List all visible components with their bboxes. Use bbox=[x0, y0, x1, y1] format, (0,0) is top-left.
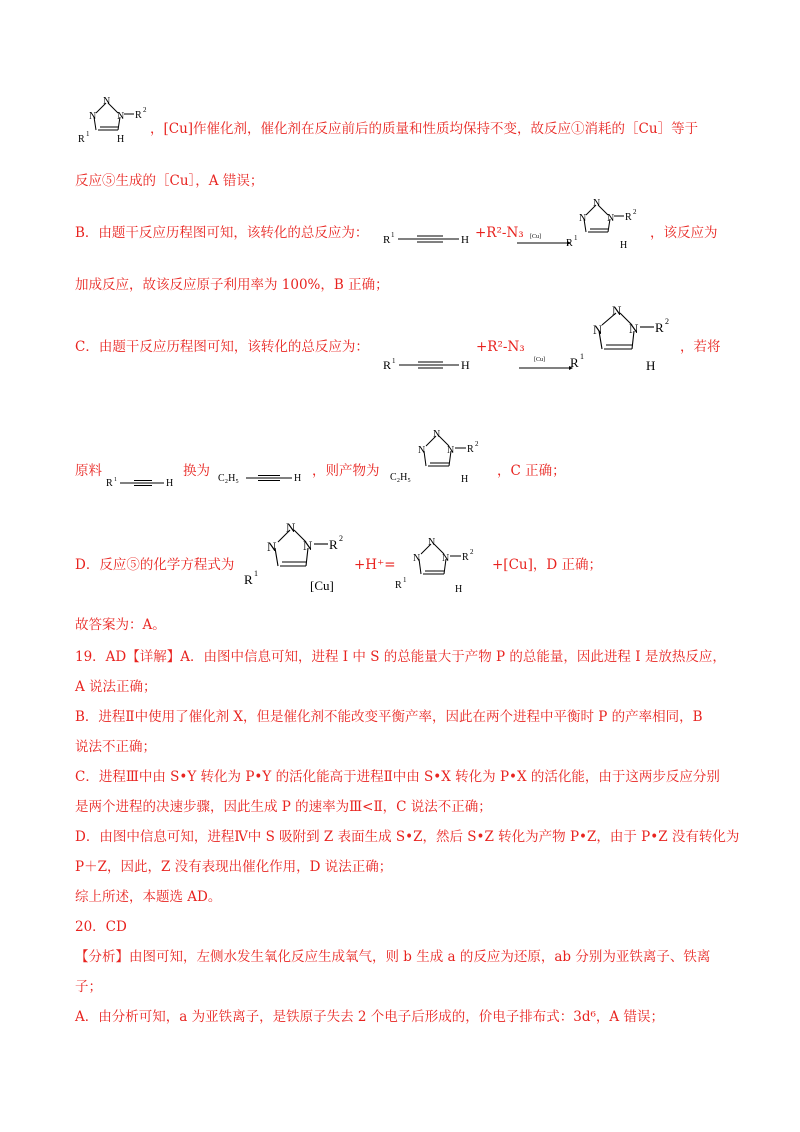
catalyst-label-b: [Cu] bbox=[530, 234, 541, 240]
cu-label: [Cu] bbox=[310, 578, 334, 593]
part-c-reagent: +R²-N₃ bbox=[476, 339, 525, 355]
q19-line1: 19．AD【详解】A．由图中信息可知，进程 I 中 S 的总能量大于产物 P 的总能量，因此进程 I 是放热反应， bbox=[75, 649, 726, 665]
triazole-product-structure-d bbox=[393, 536, 483, 603]
svg-text:N: N bbox=[442, 553, 450, 564]
svg-text:1: 1 bbox=[580, 352, 584, 361]
svg-text:R: R bbox=[78, 134, 85, 145]
svg-text:1: 1 bbox=[392, 357, 396, 365]
svg-text:N: N bbox=[607, 213, 615, 224]
reaction-arrow-c bbox=[517, 355, 573, 377]
cu-triazole-structure bbox=[240, 520, 352, 603]
svg-text:H: H bbox=[117, 134, 125, 145]
svg-text:2: 2 bbox=[339, 534, 343, 543]
svg-text:H: H bbox=[455, 584, 463, 595]
svg-text:N: N bbox=[593, 322, 603, 337]
svg-text:N: N bbox=[447, 445, 455, 456]
q19-line6: 是两个进程的决速步骤，因此生成 P 的速率为Ⅲ<Ⅱ，C 说法不正确； bbox=[75, 799, 492, 815]
svg-text:N: N bbox=[418, 445, 426, 456]
q20-line1: 20．CD bbox=[75, 919, 127, 935]
part-c-replace-label: 换为 bbox=[183, 463, 210, 479]
svg-text:2: 2 bbox=[665, 317, 669, 326]
svg-text:1: 1 bbox=[114, 477, 117, 483]
svg-text:R: R bbox=[625, 212, 632, 223]
svg-text:1: 1 bbox=[254, 569, 258, 578]
svg-text:H: H bbox=[294, 473, 302, 484]
q19-line9: 综上所述，本题选 AD。 bbox=[75, 889, 222, 905]
part-d-intro: D．反应⑤的化学方程式为 bbox=[75, 557, 235, 573]
svg-text:H: H bbox=[620, 240, 628, 251]
svg-text:N: N bbox=[579, 213, 587, 224]
part-c-product-label: ，则产物为 bbox=[312, 463, 380, 479]
svg-text:R: R bbox=[467, 444, 474, 455]
svg-text:R: R bbox=[329, 537, 338, 552]
svg-text:R: R bbox=[106, 478, 113, 489]
triazole-product-structure-c bbox=[566, 303, 676, 380]
q19-line4: 说法不正确； bbox=[75, 739, 156, 755]
q19-line3: B．进程Ⅱ中使用了催化剂 X，但是催化剂不能改变平衡产率，因此在两个进程中平衡时 P 的产率相同，B bbox=[75, 709, 703, 725]
svg-text:2: 2 bbox=[470, 548, 474, 556]
alkyne-structure-b bbox=[383, 226, 473, 255]
svg-text:H: H bbox=[646, 358, 656, 373]
ethyl-label-product: C₂H₅ bbox=[390, 472, 411, 483]
answer-18: 故答案为：A。 bbox=[75, 617, 166, 633]
svg-text:R: R bbox=[655, 320, 664, 335]
alkyne-structure-c bbox=[383, 352, 473, 381]
part-c-intro: C．由题干反应历程图可知，该转化的总反应为： bbox=[75, 339, 369, 355]
svg-text:R: R bbox=[383, 234, 391, 246]
svg-text:N: N bbox=[303, 538, 313, 553]
svg-text:R: R bbox=[395, 580, 402, 591]
part-c-tail: ，若将 bbox=[680, 339, 721, 355]
part-a-line1: ，[Cu]作催化剂，催化剂在反应前后的质量和性质均保持不变，故反应①消耗的［Cu］等于 bbox=[150, 121, 699, 137]
svg-text:N: N bbox=[117, 111, 125, 122]
svg-text:H: H bbox=[166, 478, 174, 489]
q19-line7: D．由图中信息可知，进程Ⅳ中 S 吸附到 Z 表面生成 S•Z，然后 S•Z 转化为产物 P•Z，由于 P•Z 没有转化为 bbox=[75, 829, 740, 845]
svg-text:N: N bbox=[89, 111, 97, 122]
ethyl-triazole-structure bbox=[388, 428, 488, 493]
alkyne-structure-c2 bbox=[106, 472, 176, 497]
q20-line3: 子； bbox=[75, 979, 102, 995]
catalyst-label-c: [Cu] bbox=[534, 357, 545, 363]
svg-text:R: R bbox=[135, 110, 142, 121]
svg-text:N: N bbox=[593, 198, 601, 209]
svg-text:N: N bbox=[629, 321, 639, 336]
q20-line2: 【分析】由图可知，左侧水发生氧化反应生成氧气，则 b 生成 a 的反应为还原，ab 分别为亚铁离子、铁离 bbox=[75, 949, 711, 965]
part-b-line2: 加成反应，故该反应原子利用率为 100%，B 正确； bbox=[75, 277, 389, 293]
part-d-plus-h: +H⁺= bbox=[354, 557, 396, 573]
q19-line5: C．进程Ⅲ中由 S•Y 转化为 P•Y 的活化能高于进程Ⅱ中由 S•X 转化为 P•X 的活化能，由于这两步反应分别 bbox=[75, 769, 720, 785]
triazole-product-structure-b bbox=[560, 198, 640, 257]
svg-text:N: N bbox=[433, 429, 441, 440]
triazole-product-structure-a bbox=[72, 96, 152, 153]
svg-text:N: N bbox=[103, 96, 111, 107]
svg-text:1: 1 bbox=[403, 576, 407, 584]
ethyl-label-reactant: C₂H₅ bbox=[218, 473, 239, 484]
q19-line8: P＋Z，因此，Z 没有表现出催化作用，D 说法正确； bbox=[75, 859, 393, 875]
svg-text:2: 2 bbox=[633, 208, 637, 216]
part-c-raw-label: 原料 bbox=[75, 463, 102, 479]
svg-text:N: N bbox=[428, 537, 436, 548]
svg-text:N: N bbox=[413, 553, 421, 564]
part-a-line2: 反应⑤生成的［Cu］，A 错误； bbox=[75, 173, 264, 189]
svg-text:2: 2 bbox=[475, 440, 479, 448]
part-c-conclusion: ，C 正确； bbox=[497, 463, 566, 479]
part-b-intro: B．由题干反应历程图可知，该转化的总反应为： bbox=[75, 225, 369, 241]
svg-text:1: 1 bbox=[86, 130, 90, 138]
svg-text:N: N bbox=[286, 520, 296, 535]
q19-line2: A 说法正确； bbox=[75, 679, 157, 695]
svg-text:R: R bbox=[244, 572, 253, 587]
part-d-tail: +[Cu]，D 正确； bbox=[492, 557, 602, 573]
part-b-tail: ，该反应为 bbox=[650, 225, 718, 241]
svg-text:N: N bbox=[612, 303, 622, 318]
svg-text:R: R bbox=[570, 355, 579, 370]
svg-text:R: R bbox=[462, 552, 469, 563]
svg-text:N: N bbox=[267, 539, 277, 554]
svg-text:1: 1 bbox=[391, 231, 395, 239]
q20-line4: A．由分析可知，a 为亚铁离子，是铁原子失去 2 个电子后形成的，价电子排布式：3d⁶，A 错误； bbox=[75, 1009, 664, 1025]
svg-text:H: H bbox=[461, 234, 469, 246]
svg-text:H: H bbox=[461, 474, 469, 485]
part-b-reagent: +R²-N₃ bbox=[475, 225, 524, 241]
svg-text:R: R bbox=[383, 358, 392, 372]
svg-text:2: 2 bbox=[143, 106, 147, 114]
ethylalkyne-structure bbox=[218, 466, 308, 493]
svg-text:H: H bbox=[461, 358, 470, 372]
svg-text:R: R bbox=[566, 238, 573, 249]
svg-text:1: 1 bbox=[574, 234, 578, 242]
